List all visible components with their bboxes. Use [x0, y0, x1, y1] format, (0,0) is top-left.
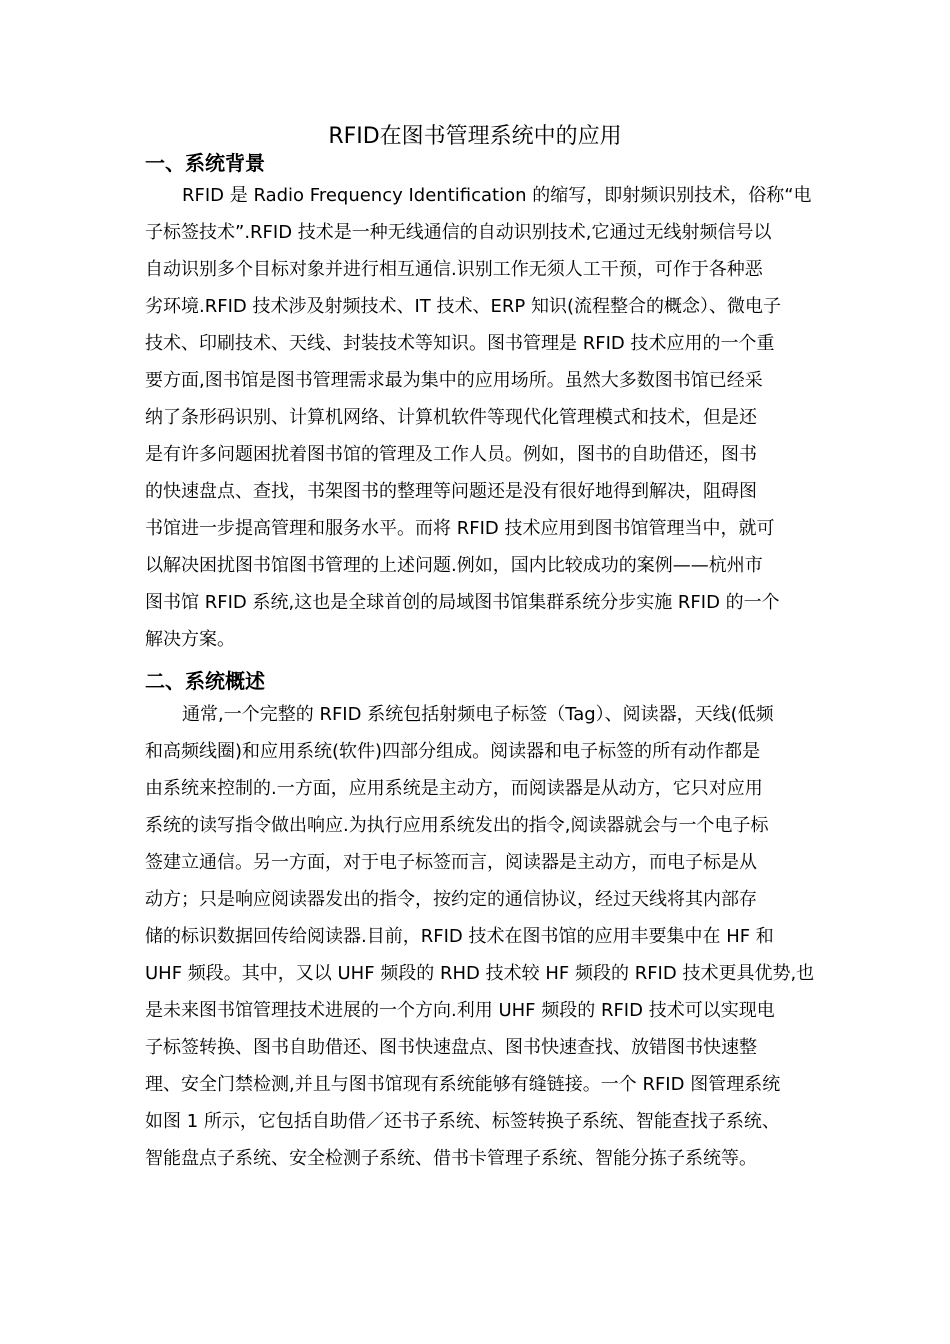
paragraph-line: 如图 1 所示，它包括自助借／还书子系统、标签转换子系统、智能查找子系统、	[145, 1111, 780, 1132]
paragraph-line: 储的标识数据回传给阅读器.目前，RFID 技术在图书馆的应用丰要集中在 HF 和	[145, 926, 774, 947]
paragraph-line: 自动识别多个目标对象并进行相互通信.识别工作无须人工干预，可作于各种恶	[145, 259, 763, 280]
paragraph-line: 的快速盘点、查找，书架图书的整理等问题还是没有很好地得到解决，阻碍图	[145, 481, 757, 502]
paragraph-line: 系统的读写指令做出响应.为执行应用系统发出的指令,阅读器就会与一个电子标	[145, 815, 769, 836]
paragraph-line: 是有许多问题困扰着图书馆的管理及工作人员。例如，图书的自助借还，图书	[145, 444, 757, 465]
paragraph-line: 子标签技术”.RFID 技术是一种无线通信的自动识别技术,它通过无线射频信号以	[145, 222, 772, 243]
paragraph-line: 由系统来控制的.一方面，应用系统是主动方，而阅读器是从动方，它只对应用	[145, 778, 763, 799]
paragraph-line: 签建立通信。另一方面，对于电子标签而言，阅读器是主动方，而电子标是从	[145, 852, 757, 873]
paragraph-line: 书馆进一步提高管理和服务水平。而将 RFID 技术应用到图书馆管理当中，就可	[145, 518, 775, 539]
paragraph-line: 是未来图书馆管理技术进展的一个方向.利用 UHF 频段的 RFID 技术可以实现电	[145, 1000, 775, 1021]
section-heading-background: 一、系统背景	[145, 151, 265, 175]
paragraph-line: 解决方案。	[145, 629, 235, 650]
paragraph-line: 劣环境.RFID 技术涉及射频技术、IT 技术、ERP 知识(流程整合的概念）、微电子	[145, 296, 781, 317]
paragraph-line: 动方；只是响应阅读器发出的指令，按约定的通信协议，经过天线将其内部存	[145, 889, 757, 910]
document-title: RFID在图书管理系统中的应用	[328, 124, 622, 149]
paragraph-line: 智能盘点子系统、安全检测子系统、借书卡管理子系统、智能分拣子系统等。	[145, 1148, 757, 1169]
paragraph-line: 子标签转换、图书自助借还、图书快速盘点、图书快速查找、放错图书快速整	[145, 1037, 757, 1058]
section-heading-overview: 二、系统概述	[145, 669, 265, 693]
paragraph-line: 图书馆 RFID 系统,这也是全球首创的局域图书馆集群系统分步实施 RFID 的一个	[145, 592, 780, 613]
paragraph-line: 理、安全门禁检测,并且与图书馆现有系统能够有缝链接。一个 RFID 图管理系统	[145, 1074, 781, 1095]
paragraph-line: RFID 是 Radio Frequency Identification 的缩写，即射频识别技术，俗称“电	[182, 185, 812, 206]
paragraph-line: 和高频线圈)和应用系统(软件)四部分组成。阅读器和电子标签的所有动作都是	[145, 741, 761, 762]
paragraph-line: 纳了条形码识别、计算机网络、计算机软件等现代化管理模式和技术，但是还	[145, 407, 757, 428]
paragraph-line: UHF 频段。其中，又以 UHF 频段的 RHD 技术较 HF 频段的 RFID 技术更具优势,也	[145, 963, 815, 984]
paragraph-line: 技术、印刷技术、天线、封装技术等知识。图书管理是 RFID 技术应用的一个重	[145, 333, 775, 354]
paragraph-line: 通常,一个完整的 RFID 系统包括射频电子标签（Tag）、阅读器，天线(低频	[182, 704, 774, 725]
paragraph-line: 要方面,图书馆是图书管理需求最为集中的应用场所。虽然大多数图书馆已经采	[145, 370, 763, 391]
paragraph-line: 以解决困扰图书馆图书管理的上述问题.例如，国内比较成功的案例——杭州市	[145, 555, 763, 576]
